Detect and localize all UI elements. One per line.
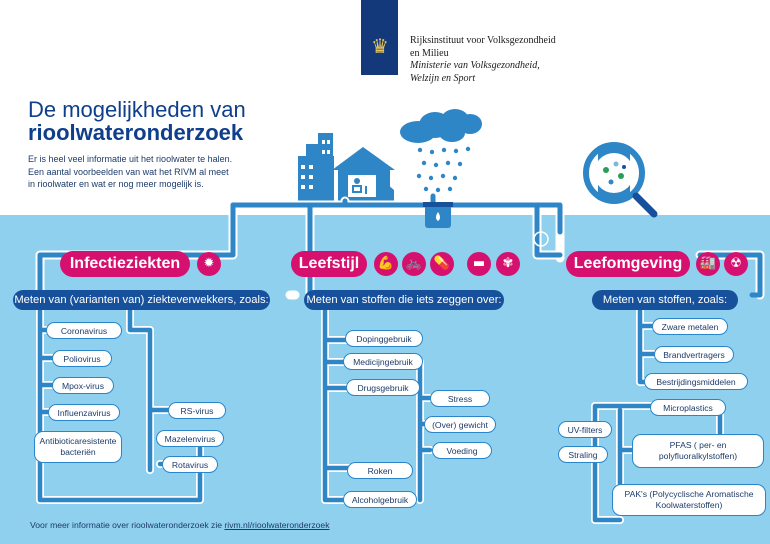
- list-item: Influenzavirus: [48, 404, 120, 421]
- list-item: Zware metalen: [652, 318, 728, 335]
- list-item: RS-virus: [168, 402, 226, 419]
- list-item: PAK's (Polycyclische Aromatische Koolwaterstoffen): [612, 484, 766, 516]
- list-item: Alcoholgebruik: [343, 491, 417, 508]
- sampler-bucket-illustration: [423, 202, 453, 228]
- page-title-line-2: rioolwateronderzoek: [28, 120, 244, 145]
- category-leefomgeving: Leefomgeving: [566, 251, 690, 277]
- crown-crest-icon: ♛: [371, 34, 389, 58]
- radiation-icon: ☢: [724, 252, 748, 276]
- list-item: Medicijngebruik: [343, 353, 423, 370]
- intro-line: in rioolwater en wat er nog meer mogelijk is.: [28, 179, 204, 189]
- list-item: Mpox-virus: [52, 377, 114, 394]
- list-item: Bestrijdingsmiddelen: [644, 373, 748, 390]
- bicycle-icon: 🚲: [402, 252, 426, 276]
- intro-line: Er is heel veel informatie uit het rioolwater te halen.: [28, 154, 233, 164]
- org-line-4: Welzijn en Sport: [410, 72, 476, 84]
- cannabis-leaf-icon: ✾: [496, 252, 520, 276]
- subheader-leefomgeving: Meten van stoffen, zoals:: [592, 290, 738, 310]
- list-item: Antibioticaresistente bacteriën: [34, 431, 122, 463]
- list-item: Mazelenvirus: [156, 430, 224, 447]
- list-item: Microplastics: [650, 399, 726, 416]
- footer-label: Voor meer informatie over rioolwateronderzoek zie: [30, 520, 223, 530]
- org-line-3: Ministerie van Volksgezondheid,: [410, 60, 540, 71]
- list-item: Roken: [347, 462, 413, 479]
- subheader-leefstijl: Meten van stoffen die iets zeggen over:: [304, 290, 504, 310]
- intro-line: Een aantal voorbeelden van wat het RIVM al meet: [28, 166, 229, 177]
- org-line-1: Rijksinstituut voor Volksgezondheid: [410, 35, 556, 46]
- list-item: Stress: [430, 390, 490, 407]
- subheader-infectieziekten: Meten van (varianten van) ziekteverwekkers, zoals:: [13, 290, 270, 310]
- category-leefstijl: Leefstijl: [291, 251, 367, 277]
- factory-icon: 🏭: [696, 252, 720, 276]
- org-line-2: en Milieu: [410, 47, 449, 59]
- muscle-icon: 💪: [374, 252, 398, 276]
- page-title-line-1: De mogelijkheden van: [28, 97, 246, 122]
- rain-clouds-illustration: [400, 109, 482, 143]
- footer-link[interactable]: rivm.nl/rioolwateronderzoek: [224, 520, 330, 530]
- organisation-name: [410, 35, 556, 85]
- list-item: Brandvertragers: [654, 346, 734, 363]
- magnifier-illustration: [534, 141, 654, 246]
- list-item: UV-filters: [558, 421, 612, 438]
- virus-icon: ✹: [197, 252, 221, 276]
- list-item: Drugsgebruik: [346, 379, 420, 396]
- list-item: Dopinggebruik: [345, 330, 423, 347]
- intro-text: [28, 153, 258, 191]
- category-infectieziekten: Infectieziekten: [60, 251, 190, 277]
- list-item: Voeding: [432, 442, 492, 459]
- list-item: Rotavirus: [162, 456, 218, 473]
- cigarette-icon: ▬: [467, 252, 491, 276]
- footer-text: [30, 520, 330, 530]
- list-item: Straling: [558, 446, 608, 463]
- list-item: Poliovirus: [52, 350, 112, 367]
- list-item: (Over) gewicht: [424, 416, 496, 433]
- list-item: PFAS ( per- en polyfluoralkylstoffen): [632, 434, 764, 468]
- pills-icon: 💊: [430, 252, 454, 276]
- list-item: Coronavirus: [46, 322, 122, 339]
